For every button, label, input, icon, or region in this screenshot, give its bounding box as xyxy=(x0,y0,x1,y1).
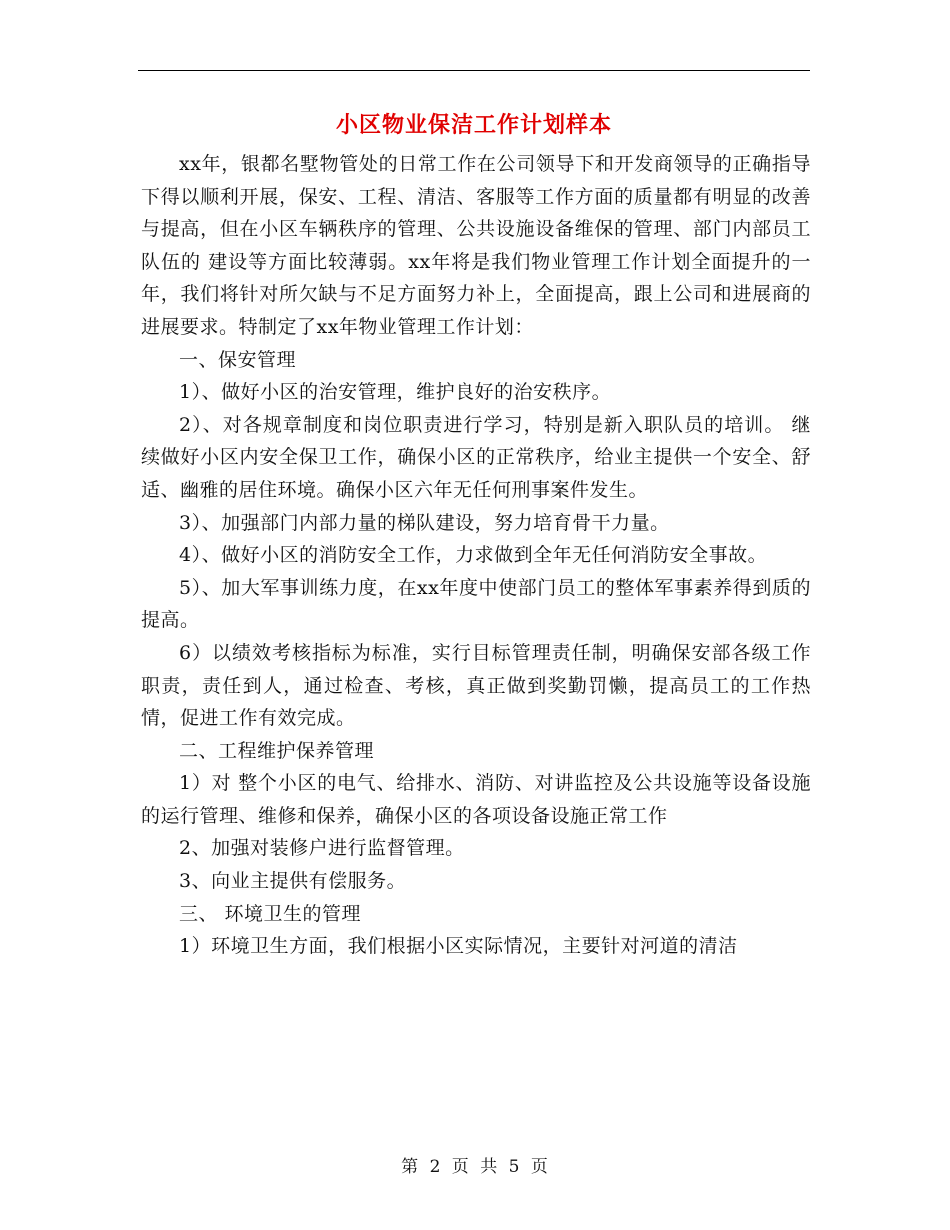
list-item: 4）、做好小区的消防安全工作，力求做到全年无任何消防安全事故。 xyxy=(179,544,768,567)
list-item: 3）、加强部门内部力量的梯队建设，努力培育骨干力量。 xyxy=(179,511,670,534)
list-item: 6）以绩效考核指标为标准，实行目标管理责任制，明确保安部各级工作职责，责任到人，通过检查、考核，真正做到奖勤罚懒，提高员工的工作热情，促进工作有效完成。 xyxy=(141,641,811,730)
list-item: 5）、加大军事训练力度，在xx年度中使部门员工的整体军事素养得到质的提高。 xyxy=(141,576,811,632)
document-title: 小区物业保洁工作计划样本 xyxy=(335,112,612,138)
page-number: 第 2 页 共 5 页 xyxy=(401,1157,549,1177)
section-heading-engineering: 二、工程维护保养管理 xyxy=(179,739,375,762)
list-item: 2）、对各规章制度和岗位职责进行学习，特别是新入职队员的培训。 继续做好小区内安全保卫工作，确保小区的正常秩序，给业主提供一个安全、舒适、幽雅的居住环境。确保小区六年无任何刑事案件发生。 xyxy=(141,413,811,501)
section-heading-sanitation: 三、 环境卫生的管理 xyxy=(179,902,362,925)
list-item: 1）、做好小区的治安管理，维护良好的治安秩序。 xyxy=(179,381,612,404)
section-heading-security: 一、保安管理 xyxy=(179,348,297,371)
list-item: 3、向业主提供有偿服务。 xyxy=(179,870,407,893)
header-rule xyxy=(138,70,810,71)
list-item: 2、加强对装修户进行监督管理。 xyxy=(179,837,465,860)
list-item: 1）环境卫生方面，我们根据小区实际情况，主要针对河道的清洁 xyxy=(179,935,738,958)
intro-paragraph: xx年，银都名墅物管处的日常工作在公司领导下和开发商领导的正确指导下得以顺利开展，保安、工程、清洁、客服等工作方面的质量都有明显的改善与提高，但在小区车辆秩序的管理、公共设施设备维保的管理、部门内部员工队伍的 建设等方面比较薄弱。xx年将是我们物业管理工作计划全面提升的一年，我们将针对所欠缺与不足方面努力补上，全面提高，跟上公司和进展商的进展要求。特制定了xx年物业管理工作计划： xyxy=(141,153,811,338)
document-body xyxy=(141,148,811,963)
list-item: 1）对 整个小区的电气、给排水、消防、对讲监控及公共设施等设备设施的运行管理、维修和保养，确保小区的各项设备设施正常工作 xyxy=(141,772,811,827)
